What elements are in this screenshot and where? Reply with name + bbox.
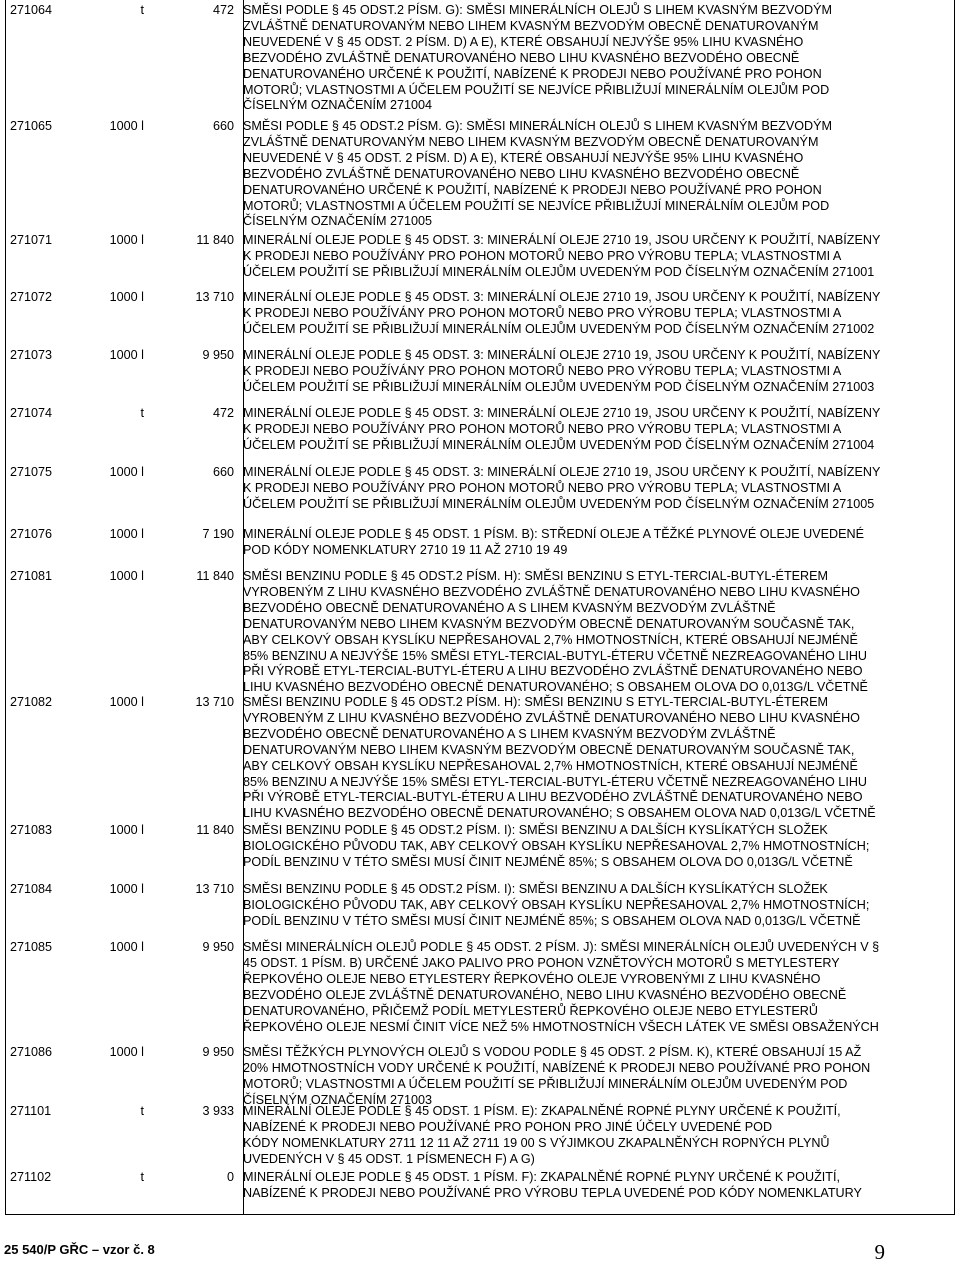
- item-code: 271072: [10, 290, 53, 304]
- item-description: [243, 882, 955, 930]
- description-line: K PRODEJI NEBO POUŽÍVÁNY PRO POHON MOTORŮ NEBO PRO VÝROBU TEPLA; VLASTNOSTMI A: [243, 248, 842, 263]
- item-code: 271064: [10, 3, 53, 17]
- description-line: MINERÁLNÍ OLEJE PODLE § 45 ODST. 3: MINERÁLNÍ OLEJE 2710 19, JSOU URČENY K POUŽITÍ, NABÍZENY: [243, 233, 881, 247]
- description-line: SMĚSI TĚŽKÝCH PLYNOVÝCH OLEJŮ S VODOU PODLE § 45 ODST. 2 PÍSM. K), KTERÉ OBSAHUJÍ 15 AŽ: [243, 1045, 862, 1059]
- item-description: [243, 3, 955, 114]
- tax-rate: 472: [212, 3, 234, 17]
- description-line: VYROBENÝM Z LIHU KVASNÉHO BEZVODÉHO ZVLÁŠTNĚ DENATUROVANÉHO NEBO LIHU KVASNÉHO: [243, 710, 860, 725]
- description-line: MINERÁLNÍ OLEJE PODLE § 45 ODST. 1 PÍSM. B): STŘEDNÍ OLEJE A TĚŽKÉ PLYNOVÉ OLEJE UVEDENÉ: [243, 527, 865, 541]
- unit: 1000 l: [109, 465, 144, 479]
- tax-rate: 472: [212, 406, 234, 420]
- description-line: ZVLÁŠTNĚ DENATUROVANÝM NEBO LIHEM KVASNÝM BEZVODÝM OBECNĚ DENATUROVANÝM: [243, 134, 819, 149]
- description-line: POD KÓDY NOMENKLATURY 2710 19 11 AŽ 2710 19 49: [243, 542, 568, 557]
- item-description: [243, 1045, 955, 1109]
- item-description: [243, 527, 955, 559]
- tariff-table: [5, 0, 955, 1215]
- description-line: SMĚSI MINERÁLNÍCH OLEJŮ PODLE § 45 ODST. 2 PÍSM. J): SMĚSI MINERÁLNÍCH OLEJŮ UVEDENÝCH V §: [243, 940, 880, 954]
- description-line: ŘEPKOVÉHO OLEJE NESMÍ ČINIT VÍCE NEŽ 5% HMOTNOSTNÍCH VŠECH LÁTEK VE SMĚSI OBSAŽENÝCH: [243, 1019, 879, 1034]
- description-line: PODÍL BENZINU V TÉTO SMĚSI MUSÍ ČINIT NEJMÉNĚ 85%; S OBSAHEM OLOVA NAD 0,013G/L VČETNĚ: [243, 913, 861, 928]
- unit: 1000 l: [109, 233, 144, 247]
- description-line: ČÍSELNÝM OZNAČENÍM 271005: [243, 214, 432, 229]
- description-line: SMĚSI BENZINU PODLE § 45 ODST.2 PÍSM. H): SMĚSI BENZINU S ETYL-TERCIAL-BUTYL-ÉTEREM: [243, 695, 829, 709]
- description-line: K PRODEJI NEBO POUŽÍVÁNY PRO POHON MOTORŮ NEBO PRO VÝROBU TEPLA; VLASTNOSTMI A: [243, 480, 842, 495]
- item-code: 271074: [10, 406, 53, 420]
- description-line: MINERÁLNÍ OLEJE PODLE § 45 ODST. 3: MINERÁLNÍ OLEJE 2710 19, JSOU URČENY K POUŽITÍ, NABÍZENY: [243, 465, 881, 479]
- tax-rate: 13 710: [195, 290, 234, 304]
- item-description: [243, 406, 955, 454]
- description-line: BIOLOGICKÉHO PŮVODU TAK, ABY CELKOVÝ OBSAH KYSLÍKU NEPŘESAHOVAL 2,7% HMOTNOSTNÍCH;: [243, 838, 870, 853]
- description-line: 85% BENZINU A NEJVÝŠE 15% SMĚSI ETYL-TERCIAL-BUTYL-ÉTERU VČETNĚ NEZREAGOVANÉHO LIHU: [243, 774, 868, 789]
- form-identifier: 25 540/P GŘC – vzor č. 8: [4, 1242, 155, 1257]
- item-description: [243, 233, 955, 281]
- tax-rate: 13 710: [195, 882, 234, 896]
- item-code: 271082: [10, 695, 53, 709]
- description-line: BEZVODÉHO ZVLÁŠTNĚ DENATUROVANÉHO NEBO LIHU KVASNÉHO BEZVODÉHO OBECNĚ: [243, 50, 800, 65]
- item-description: [243, 1104, 955, 1168]
- item-description: [243, 119, 955, 230]
- tax-rate: 7 190: [202, 527, 234, 541]
- description-line: ABY CELKOVÝ OBSAH KYSLÍKU NEPŘESAHOVAL 2,7% HMOTNOSTNÍCH, KTERÉ OBSAHUJÍ NEJMÉNĚ: [243, 632, 858, 647]
- tax-rate: 11 840: [196, 823, 234, 837]
- description-line: BEZVODÉHO OBECNĚ DENATUROVANÉHO A S LIHEM KVASNÝM BEZVODÝM ZVLÁŠTNĚ: [243, 600, 776, 615]
- description-line: MINERÁLNÍ OLEJE PODLE § 45 ODST. 3: MINERÁLNÍ OLEJE 2710 19, JSOU URČENY K POUŽITÍ, NABÍZENY: [243, 348, 881, 362]
- description-line: MOTORŮ; VLASTNOSTMI A ÚČELEM POUŽITÍ SE NEJVÍCE PŘIBLIŽUJÍ MINERÁLNÍM OLEJŮM POD: [243, 82, 830, 97]
- description-line: BIOLOGICKÉHO PŮVODU TAK, ABY CELKOVÝ OBSAH KYSLÍKU NEPŘESAHOVAL 2,7% HMOTNOSTNÍCH;: [243, 897, 870, 912]
- item-description: [243, 569, 955, 696]
- description-line: BEZVODÉHO OBECNĚ DENATUROVANÉHO A S LIHEM KVASNÝM BEZVODÝM ZVLÁŠTNĚ: [243, 726, 776, 741]
- unit: 1000 l: [109, 940, 144, 954]
- tax-rate: 3 933: [202, 1104, 234, 1118]
- item-code: 271085: [10, 940, 53, 954]
- item-code: 271076: [10, 527, 53, 541]
- item-code: 271071: [10, 233, 53, 247]
- description-line: PŘI VÝROBĚ ETYL-TERCIAL-BUTYL-ÉTERU A LIHU BEZVODÉHO ZVLÁŠTNĚ DENATUROVANÉHO NEBO: [243, 790, 863, 805]
- tax-rate: 11 840: [196, 233, 234, 247]
- tax-rate: 660: [212, 465, 234, 479]
- description-line: MINERÁLNÍ OLEJE PODLE § 45 ODST. 1 PÍSM. E): ZKAPALNĚNÉ ROPNÉ PLYNY URČENÉ K POUŽITÍ,: [243, 1104, 841, 1118]
- description-line: DENATUROVANÉHO URČENÉ K POUŽITÍ, NABÍZENÉ K PRODEJI NEBO POUŽÍVANÉ PRO POHON: [243, 66, 822, 81]
- page-number: 9: [874, 1240, 885, 1264]
- item-description: [243, 1170, 955, 1202]
- item-code: 271101: [10, 1104, 52, 1118]
- description-line: SMĚSI BENZINU PODLE § 45 ODST.2 PÍSM. H): SMĚSI BENZINU S ETYL-TERCIAL-BUTYL-ÉTEREM: [243, 569, 829, 583]
- description-line: MINERÁLNÍ OLEJE PODLE § 45 ODST. 3: MINERÁLNÍ OLEJE 2710 19, JSOU URČENY K POUŽITÍ, NABÍZENY: [243, 406, 881, 420]
- description-line: ZVLÁŠTNĚ DENATUROVANÝM NEBO LIHEM KVASNÝM BEZVODÝM OBECNĚ DENATUROVANÝM: [243, 18, 819, 33]
- item-description: [243, 465, 955, 513]
- unit: 1000 l: [109, 1045, 144, 1059]
- description-line: ÚČELEM POUŽITÍ SE PŘIBLIŽUJÍ MINERÁLNÍM OLEJŮM UVEDENÝM POD ČÍSELNÝM OZNAČENÍM 271002: [243, 321, 875, 336]
- item-code: 271102: [10, 1170, 52, 1184]
- description-line: PODÍL BENZINU V TÉTO SMĚSI MUSÍ ČINIT NEJMÉNĚ 85%; S OBSAHEM OLOVA DO 0,013G/L VČETNĚ: [243, 854, 853, 869]
- item-code: 271073: [10, 348, 53, 362]
- unit: 1000 l: [109, 527, 144, 541]
- description-line: KÓDY NOMENKLATURY 2711 12 11 AŽ 2711 19 00 S VÝJIMKOU ZKAPALNĚNÝCH ROPNÝCH PLYNŮ: [243, 1135, 830, 1150]
- description-line: DENATUROVANÝM NEBO LIHEM KVASNÝM BEZVODÝM OBECNĚ DENATUROVANÝM SOUČASNĚ TAK,: [243, 616, 855, 631]
- description-line: ÚČELEM POUŽITÍ SE PŘIBLIŽUJÍ MINERÁLNÍM OLEJŮM UVEDENÝM POD ČÍSELNÝM OZNAČENÍM 271004: [243, 437, 875, 452]
- description-line: LIHU KVASNÉHO BEZVODÉHO OBECNĚ DENATUROVANÉHO; S OBSAHEM OLOVA DO 0,013G/L VČETNĚ: [243, 680, 868, 695]
- item-code: 271065: [10, 119, 53, 133]
- item-code: 271083: [10, 823, 53, 837]
- description-line: SMĚSI BENZINU PODLE § 45 ODST.2 PÍSM. I): SMĚSI BENZINU A DALŠÍCH KYSLÍKATÝCH SLOŽEK: [243, 823, 828, 837]
- description-line: 85% BENZINU A NEJVÝŠE 15% SMĚSI ETYL-TERCIAL-BUTYL-ÉTERU VČETNĚ NEZREAGOVANÉHO LIHU: [243, 648, 868, 663]
- unit: 1000 l: [109, 823, 144, 837]
- item-description: [243, 823, 955, 871]
- description-line: 20% HMOTNOSTNÍCH VODY URČENÉ K POUŽITÍ, NABÍZENÉ K PRODEJI NEBO POUŽÍVANÉ PRO POHON: [243, 1060, 871, 1075]
- description-line: ČÍSELNÝM OZNAČENÍM 271003: [243, 1092, 432, 1107]
- description-line: DENATUROVANÝM NEBO LIHEM KVASNÝM BEZVODÝM OBECNĚ DENATUROVANÝM SOUČASNĚ TAK,: [243, 742, 855, 757]
- description-line: MOTORŮ; VLASTNOSTMI A ÚČELEM POUŽITÍ SE NEJVÍCE PŘIBLIŽUJÍ MINERÁLNÍM OLEJŮM POD: [243, 198, 830, 213]
- unit: 1000 l: [109, 348, 144, 362]
- description-line: DENATUROVANÉHO URČENÉ K POUŽITÍ, NABÍZENÉ K PRODEJI NEBO POUŽÍVANÉ PRO POHON: [243, 182, 822, 197]
- item-description: [243, 695, 955, 822]
- item-description: [243, 348, 955, 396]
- description-line: ŘEPKOVÉHO OLEJE NEBO ETYLESTERY ŘEPKOVÉHO OLEJE VYROBENÝMI Z LIHU KVASNÉHO: [243, 971, 821, 986]
- unit: t: [140, 3, 144, 17]
- tax-rate: 9 950: [202, 940, 234, 954]
- description-line: ÚČELEM POUŽITÍ SE PŘIBLIŽUJÍ MINERÁLNÍM OLEJŮM UVEDENÝM POD ČÍSELNÝM OZNAČENÍM 271003: [243, 379, 875, 394]
- description-line: DENATUROVANÉHO, PŘIČEMŽ PODÍL METYLESTERŮ ŘEPKOVÉHO OLEJE NEBO ETYLESTERŮ: [243, 1003, 818, 1018]
- description-line: K PRODEJI NEBO POUŽÍVÁNY PRO POHON MOTORŮ NEBO PRO VÝROBU TEPLA; VLASTNOSTMI A: [243, 421, 842, 436]
- description-line: SMĚSI PODLE § 45 ODST.2 PÍSM. G): SMĚSI MINERÁLNÍCH OLEJŮ S LIHEM KVASNÝM BEZVODÝM: [243, 119, 833, 133]
- tax-rate: 13 710: [195, 695, 234, 709]
- description-line: LIHU KVASNÉHO BEZVODÉHO OBECNĚ DENATUROVANÉHO; S OBSAHEM OLOVA NAD 0,013G/L VČETNĚ: [243, 806, 876, 821]
- unit: 1000 l: [109, 119, 144, 133]
- unit: 1000 l: [109, 695, 144, 709]
- item-code: 271081: [10, 569, 53, 583]
- description-line: PŘI VÝROBĚ ETYL-TERCIAL-BUTYL-ÉTERU A LIHU BEZVODÉHO ZVLÁŠTNĚ DENATUROVANÉHO NEBO: [243, 664, 863, 679]
- item-code: 271075: [10, 465, 53, 479]
- description-line: ÚČELEM POUŽITÍ SE PŘIBLIŽUJÍ MINERÁLNÍM OLEJŮM UVEDENÝM POD ČÍSELNÝM OZNAČENÍM 271005: [243, 496, 875, 511]
- unit: 1000 l: [109, 882, 144, 896]
- description-line: BEZVODÉHO OLEJE ZVLÁŠTNĚ DENATUROVANÉHO, NEBO LIHU KVASNÉHO BEZVODÉHO OBECNĚ: [243, 987, 847, 1002]
- description-line: NEUVEDENÉ V § 45 ODST. 2 PÍSM. D) A E), KTERÉ OBSAHUJÍ NEJVÝŠE 95% LIHU KVASNÉHO: [243, 150, 804, 165]
- description-line: SMĚSI BENZINU PODLE § 45 ODST.2 PÍSM. I): SMĚSI BENZINU A DALŠÍCH KYSLÍKATÝCH SLOŽEK: [243, 882, 828, 896]
- tax-rate: 660: [212, 119, 234, 133]
- unit: t: [140, 1104, 144, 1118]
- item-code: 271086: [10, 1045, 53, 1059]
- unit: t: [140, 1170, 144, 1184]
- description-line: 45 ODST. 1 PÍSM. B) URČENÉ JAKO PALIVO PRO POHON VZNĚTOVÝCH MOTORŮ S METYLESTERY: [243, 955, 840, 970]
- tax-rate: 0: [226, 1170, 234, 1184]
- description-line: BEZVODÉHO ZVLÁŠTNĚ DENATUROVANÉHO NEBO LIHU KVASNÉHO BEZVODÉHO OBECNĚ: [243, 166, 800, 181]
- description-line: NABÍZENÉ K PRODEJI NEBO POUŽÍVANÉ PRO POHON PRO JINÉ ÚČELY UVEDENÉ POD: [243, 1119, 773, 1134]
- item-description: [243, 940, 955, 1035]
- description-line: NABÍZENÉ K PRODEJI NEBO POUŽÍVANÉ PRO VÝROBU TEPLA UVEDENÉ POD KÓDY NOMENKLATURY: [243, 1185, 862, 1200]
- tax-rate: 11 840: [196, 569, 234, 583]
- description-line: MOTORŮ; VLASTNOSTMI A ÚČELEM POUŽITÍ SE PŘIBLIŽUJÍ MINERÁLNÍM OLEJŮM UVEDENÝM POD: [243, 1076, 848, 1091]
- item-code: 271084: [10, 882, 53, 896]
- description-line: SMĚSI PODLE § 45 ODST.2 PÍSM. G): SMĚSI MINERÁLNÍCH OLEJŮ S LIHEM KVASNÝM BEZVODÝM: [243, 3, 833, 17]
- description-line: ČÍSELNÝM OZNAČENÍM 271004: [243, 98, 432, 113]
- tax-rate: 9 950: [202, 1045, 234, 1059]
- description-line: NEUVEDENÉ V § 45 ODST. 2 PÍSM. D) A E), KTERÉ OBSAHUJÍ NEJVÝŠE 95% LIHU KVASNÉHO: [243, 34, 804, 49]
- unit: 1000 l: [109, 290, 144, 304]
- unit: t: [140, 406, 144, 420]
- description-line: VYROBENÝM Z LIHU KVASNÉHO BEZVODÉHO ZVLÁŠTNĚ DENATUROVANÉHO NEBO LIHU KVASNÉHO: [243, 584, 860, 599]
- description-line: ÚČELEM POUŽITÍ SE PŘIBLIŽUJÍ MINERÁLNÍM OLEJŮM UVEDENÝM POD ČÍSELNÝM OZNAČENÍM 271001: [243, 264, 875, 279]
- item-description: [243, 290, 955, 338]
- tax-rate: 9 950: [202, 348, 234, 362]
- description-line: MINERÁLNÍ OLEJE PODLE § 45 ODST. 1 PÍSM. F): ZKAPALNĚNÉ ROPNÉ PLYNY URČENÉ K POUŽITÍ,: [243, 1170, 840, 1184]
- description-line: K PRODEJI NEBO POUŽÍVÁNY PRO POHON MOTORŮ NEBO PRO VÝROBU TEPLA; VLASTNOSTMI A: [243, 305, 842, 320]
- description-line: K PRODEJI NEBO POUŽÍVÁNY PRO POHON MOTORŮ NEBO PRO VÝROBU TEPLA; VLASTNOSTMI A: [243, 363, 842, 378]
- description-line: ABY CELKOVÝ OBSAH KYSLÍKU NEPŘESAHOVAL 2,7% HMOTNOSTNÍCH, KTERÉ OBSAHUJÍ NEJMÉNĚ: [243, 758, 858, 773]
- description-line: MINERÁLNÍ OLEJE PODLE § 45 ODST. 3: MINERÁLNÍ OLEJE 2710 19, JSOU URČENY K POUŽITÍ, NABÍZENY: [243, 290, 881, 304]
- description-line: UVEDENÝCH V § 45 ODST. 1 PÍSMENECH F) A G): [243, 1151, 535, 1166]
- unit: 1000 l: [109, 569, 144, 583]
